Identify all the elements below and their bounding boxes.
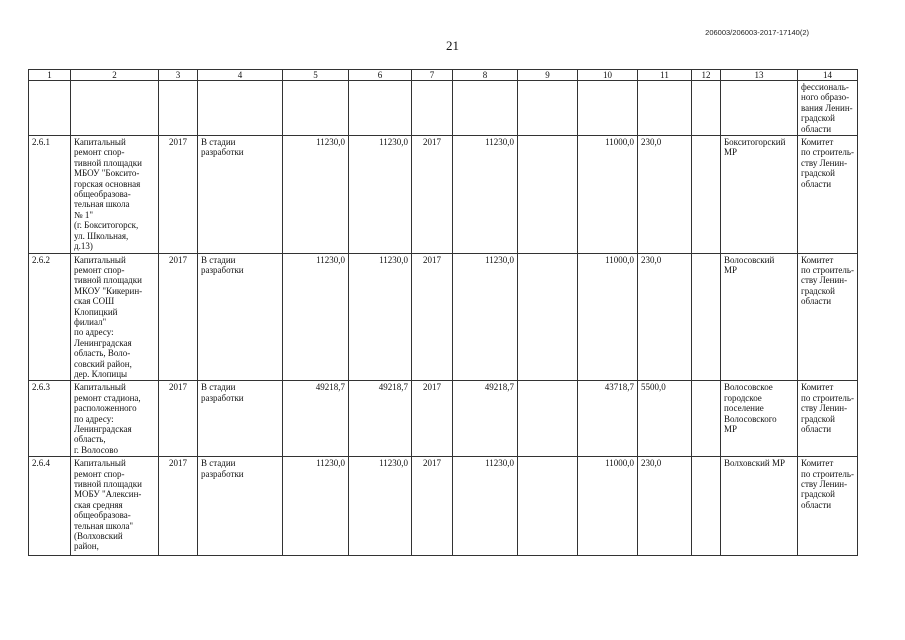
header-row	[29, 70, 858, 81]
text-line: г. Волосово	[74, 444, 118, 455]
amount-cell: 11230,0	[349, 253, 412, 381]
stage-cell	[198, 381, 283, 457]
responsible-cell	[798, 81, 858, 136]
text-line: Комитет	[801, 254, 834, 265]
text-line: В стадии	[201, 254, 236, 265]
text-line: тивной площадки	[74, 479, 142, 490]
col-header-13: 13	[721, 70, 798, 81]
text-line: по адресу:	[74, 327, 114, 338]
text-line: Бокситогорский	[724, 137, 786, 148]
text-line: области	[801, 499, 832, 510]
row-number-cell: 2.6.2	[29, 253, 71, 381]
text-line: тивной площадки	[74, 157, 142, 168]
text-line: по строитель-	[801, 468, 854, 479]
col-header-7: 7	[412, 70, 453, 81]
col-header-8: 8	[453, 70, 518, 81]
municipality-cell	[721, 136, 798, 253]
year-cell: 2017	[412, 381, 453, 457]
description-cell	[71, 136, 159, 253]
amount-total-cell: 11230,0	[283, 457, 349, 556]
text-line: МКОУ "Кикерин-	[74, 285, 143, 296]
text-line: Волосовского	[724, 413, 777, 424]
table-row	[29, 253, 858, 381]
amount-cell: 5500,0	[638, 381, 692, 457]
table-row	[29, 381, 858, 457]
text-line: В стадии	[201, 382, 236, 393]
municipality-cell	[721, 457, 798, 556]
amount-cell	[692, 457, 721, 556]
col-header-1: 1	[29, 70, 71, 81]
col-header-2: 2	[71, 70, 159, 81]
text-line: ству Ленин-	[801, 403, 848, 414]
text-line: разработки	[201, 468, 244, 479]
amount-cell	[518, 253, 578, 381]
responsible-cell	[798, 136, 858, 253]
col-header-14: 14	[798, 70, 858, 81]
row-number-cell: 2.6.4	[29, 457, 71, 556]
text-line: по строитель-	[801, 264, 854, 275]
description-cell	[71, 253, 159, 381]
text-line: (Волховский	[74, 531, 123, 542]
text-line: ремонт спор-	[74, 264, 125, 275]
table-cell	[412, 81, 453, 136]
document-id: 206003/206003-2017-17140(2)	[705, 28, 809, 37]
amount-cell: 11230,0	[453, 253, 518, 381]
amount-cell: 49218,7	[349, 381, 412, 457]
text-line: градской	[801, 285, 835, 296]
table-cell	[638, 81, 692, 136]
text-line: область,	[74, 434, 106, 445]
amount-cell: 49218,7	[453, 381, 518, 457]
text-line: Комитет	[801, 137, 834, 148]
responsible-cell	[798, 381, 858, 457]
table-cell	[721, 81, 798, 136]
text-line: разработки	[201, 147, 244, 158]
text-line: Капитальный	[74, 137, 126, 148]
text-line: № 1"	[74, 209, 94, 220]
amount-cell: 11000,0	[578, 253, 638, 381]
text-line: район,	[74, 541, 99, 552]
col-header-11: 11	[638, 70, 692, 81]
row-number-cell: 2.6.1	[29, 136, 71, 253]
page-number: 21	[446, 38, 459, 53]
text-line: общеобразова-	[74, 189, 131, 200]
col-header-4: 4	[198, 70, 283, 81]
text-line: МР	[724, 424, 738, 434]
table-row	[29, 457, 858, 556]
amount-cell: 230,0	[638, 136, 692, 253]
amount-cell: 11000,0	[578, 136, 638, 253]
table-cell	[518, 81, 578, 136]
program-table	[28, 69, 858, 556]
text-line: ремонт спор-	[74, 147, 125, 158]
text-line: В стадии	[201, 137, 236, 148]
municipality-cell	[721, 381, 798, 457]
text-line: области	[801, 123, 832, 134]
text-line: области	[801, 424, 832, 434]
col-header-5: 5	[283, 70, 349, 81]
amount-cell: 230,0	[638, 253, 692, 381]
year-cell: 2017	[412, 457, 453, 556]
text-line: общеобразова-	[74, 510, 131, 521]
text-line: (г. Бокситогорск,	[74, 220, 139, 231]
text-line: Ленинградская	[74, 337, 132, 348]
text-line: расположенного	[74, 403, 137, 414]
text-line: городское	[724, 392, 762, 403]
text-line: Комитет	[801, 382, 834, 393]
col-header-12: 12	[692, 70, 721, 81]
text-line: ного образо-	[801, 92, 850, 103]
continuation-row	[29, 81, 858, 136]
stage-cell	[198, 457, 283, 556]
text-line: ская СОШ	[74, 296, 115, 307]
amount-total-cell: 11230,0	[283, 136, 349, 253]
year-cell: 2017	[412, 136, 453, 253]
responsible-cell	[798, 253, 858, 381]
year-cell: 2017	[159, 381, 198, 457]
table-cell	[692, 81, 721, 136]
text-line: градской	[801, 113, 835, 124]
table-cell	[283, 81, 349, 136]
year-cell: 2017	[159, 136, 198, 253]
text-line: разработки	[201, 264, 244, 275]
text-line: градской	[801, 413, 835, 424]
text-line: дер. Клопицы	[74, 368, 128, 379]
amount-cell	[518, 457, 578, 556]
text-line: градской	[801, 489, 835, 500]
text-line: Волосовский	[724, 254, 775, 265]
text-line: д.13)	[74, 241, 93, 252]
amount-cell	[692, 136, 721, 253]
amount-cell: 230,0	[638, 457, 692, 556]
text-line: Капитальный	[74, 458, 126, 469]
text-line: области	[801, 178, 832, 189]
amount-total-cell: 11230,0	[283, 253, 349, 381]
text-line: по строитель-	[801, 147, 854, 158]
amount-cell: 11230,0	[453, 136, 518, 253]
text-line: Клопицкий	[74, 306, 118, 317]
text-line: В стадии	[201, 458, 236, 469]
text-line: Волосовское	[724, 382, 773, 393]
text-line: ская средняя	[74, 499, 123, 510]
data-rows	[29, 136, 858, 556]
table-cell	[198, 81, 283, 136]
text-line: градской	[801, 168, 835, 179]
amount-cell	[518, 381, 578, 457]
text-line: совский район,	[74, 358, 132, 369]
text-line: Комитет	[801, 458, 834, 469]
table-cell	[71, 81, 159, 136]
text-line: ремонт спор-	[74, 468, 125, 479]
text-line: по адресу:	[74, 413, 114, 424]
text-line: филиал"	[74, 316, 107, 327]
table-row	[29, 136, 858, 253]
text-line: МР	[724, 147, 738, 158]
text-line: область, Воло-	[74, 348, 131, 359]
amount-cell	[518, 136, 578, 253]
table-cell	[349, 81, 412, 136]
table-cell	[159, 81, 198, 136]
year-cell: 2017	[159, 253, 198, 381]
amount-cell: 11000,0	[578, 457, 638, 556]
text-line: вания Ленин-	[801, 102, 853, 113]
text-line: тельная школа"	[74, 520, 134, 531]
col-header-10: 10	[578, 70, 638, 81]
col-header-3: 3	[159, 70, 198, 81]
stage-cell	[198, 136, 283, 253]
text-line: ству Ленин-	[801, 275, 848, 286]
text-line: ству Ленин-	[801, 479, 848, 490]
amount-cell	[692, 253, 721, 381]
table-cell	[578, 81, 638, 136]
amount-total-cell: 49218,7	[283, 381, 349, 457]
amount-cell: 43718,7	[578, 381, 638, 457]
municipality-cell	[721, 253, 798, 381]
text-line: поселение	[724, 403, 764, 414]
text-line: Волховский МР	[724, 458, 785, 469]
year-cell: 2017	[159, 457, 198, 556]
year-cell: 2017	[412, 253, 453, 381]
responsible-cell	[798, 457, 858, 556]
text-line: МР	[724, 264, 738, 275]
text-line: ремонт стадиона,	[74, 392, 141, 403]
text-line: тивной площадки	[74, 275, 142, 286]
text-line: ству Ленин-	[801, 157, 848, 168]
text-line: фессиональ-	[801, 82, 849, 92]
text-line: горская основная	[74, 178, 141, 189]
text-line: тельная школа	[74, 199, 130, 210]
text-line: МБОУ "Боксито-	[74, 168, 140, 179]
text-line: МОБУ "Алексин-	[74, 489, 142, 500]
table-cell	[453, 81, 518, 136]
row-number-cell: 2.6.3	[29, 381, 71, 457]
amount-cell: 11230,0	[349, 457, 412, 556]
text-line: Капитальный	[74, 382, 126, 393]
description-cell	[71, 381, 159, 457]
amount-cell	[692, 381, 721, 457]
amount-cell: 11230,0	[349, 136, 412, 253]
table-cell	[29, 81, 71, 136]
amount-cell: 11230,0	[453, 457, 518, 556]
col-header-6: 6	[349, 70, 412, 81]
col-header-9: 9	[518, 70, 578, 81]
description-cell	[71, 457, 159, 556]
text-line: Капитальный	[74, 254, 126, 265]
text-line: разработки	[201, 392, 244, 403]
text-line: по строитель-	[801, 392, 854, 403]
text-line: Ленинградская	[74, 424, 132, 434]
stage-cell	[198, 253, 283, 381]
text-line: области	[801, 296, 832, 307]
text-line: ул. Школьная,	[74, 230, 129, 241]
